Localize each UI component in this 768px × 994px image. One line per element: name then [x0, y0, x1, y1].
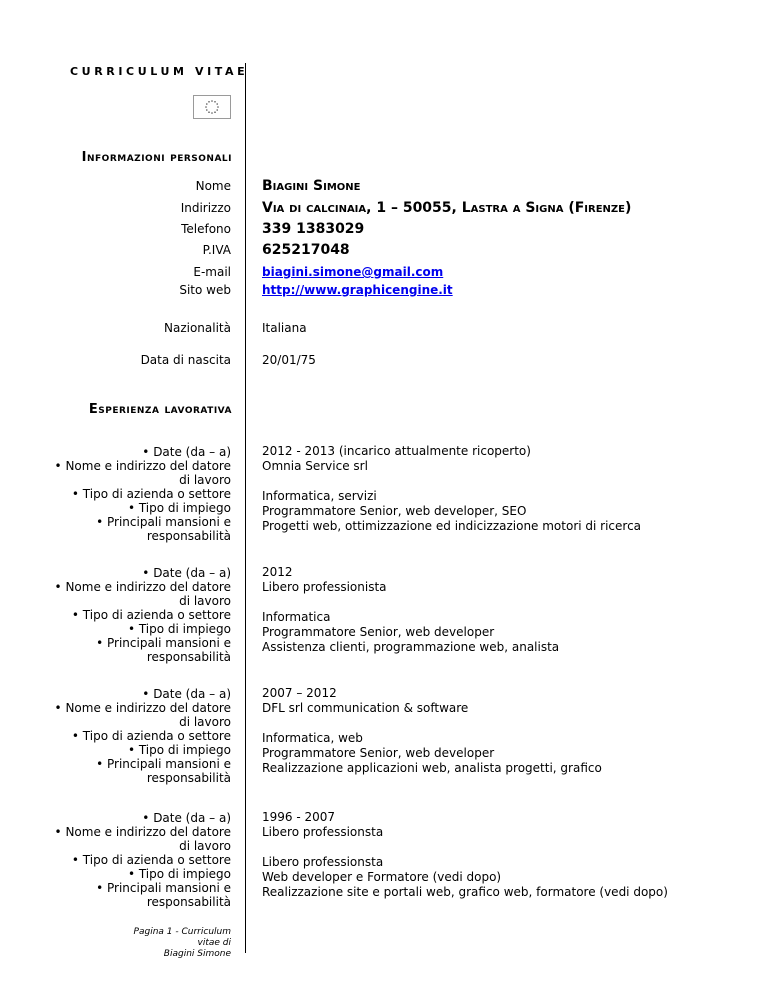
label-date: • Date (da – a): [0, 566, 231, 580]
label-employer: • Nome e indirizzo del datore: [0, 825, 231, 839]
label-nazionalita: Nazionalità: [164, 321, 231, 335]
page-footer: [111, 927, 231, 960]
value-employer: Libero professionsta: [262, 825, 384, 839]
value-sector: Informatica: [262, 610, 331, 624]
experience-values-1: [262, 444, 641, 534]
label-indirizzo: Indirizzo: [180, 201, 231, 215]
experience-labels-4: [0, 811, 231, 909]
column-divider: [245, 63, 246, 953]
experience-labels-1: [0, 445, 231, 543]
value-telefono: 339 1383029: [262, 221, 365, 237]
value-duties: Realizzazione applicazioni web, analista progetti, grafico: [262, 761, 602, 775]
experience-values-4: [262, 810, 668, 900]
experience-labels-3: [0, 687, 231, 785]
value-job-type: Programmatore Senior, web developer: [262, 746, 495, 760]
section-heading-experience: Esperienza lavorativa: [88, 402, 232, 417]
label-telefono: Telefono: [181, 222, 231, 236]
value-job-type: Programmatore Senior, web developer: [262, 625, 495, 639]
label-sito-web: Sito web: [179, 283, 231, 297]
value-employer: Omnia Service srl: [262, 459, 368, 473]
label-job-type: • Tipo di impiego: [0, 622, 231, 636]
value-date: 2007 – 2012: [262, 686, 337, 700]
value-date: 2012: [262, 565, 293, 579]
value-piva: 625217048: [262, 242, 350, 258]
label-employer-cont: di lavoro: [179, 594, 231, 608]
label-email: E-mail: [193, 265, 231, 279]
value-job-type: Programmatore Senior, web developer, SEO: [262, 504, 527, 518]
label-employer: • Nome e indirizzo del datore: [0, 459, 231, 473]
label-duties: • Principali mansioni e: [0, 757, 231, 771]
footer-line-2: Biagini Simone: [163, 949, 231, 959]
value-date: 1996 - 2007: [262, 810, 336, 824]
value-sector: Informatica, web: [262, 731, 363, 745]
value-employer: DFL srl communication & software: [262, 701, 469, 715]
email-link[interactable]: biagini.simone@gmail.com: [262, 265, 444, 279]
footer-line-1: Pagina 1 - Curriculum vitae di: [133, 927, 231, 948]
experience-labels-2: [0, 566, 231, 664]
value-job-type: Web developer e Formatore (vedi dopo): [262, 870, 502, 884]
eu-flag-icon: [193, 95, 231, 119]
value-duties: Progetti web, ottimizzazione ed indicizzazione motori di ricerca: [262, 519, 642, 533]
label-employer: • Nome e indirizzo del datore: [0, 580, 231, 594]
label-data-nascita: Data di nascita: [140, 353, 231, 367]
label-nome: Nome: [195, 179, 231, 193]
label-duties-cont: responsabilità: [146, 771, 231, 785]
label-duties: • Principali mansioni e: [0, 881, 231, 895]
label-duties: • Principali mansioni e: [0, 515, 231, 529]
experience-values-2: [262, 565, 559, 655]
label-duties: • Principali mansioni e: [0, 636, 231, 650]
value-nome: Biagini Simone: [262, 178, 361, 194]
label-sector: • Tipo di azienda o settore: [0, 853, 231, 867]
experience-values-3: [262, 686, 602, 776]
website-link[interactable]: http://www.graphicengine.it: [262, 283, 453, 297]
section-heading-personal: Informazioni personali: [81, 150, 232, 165]
label-date: • Date (da – a): [0, 687, 231, 701]
value-duties: Realizzazione site e portali web, grafico web, formatore (vedi dopo): [262, 885, 668, 899]
label-sector: • Tipo di azienda o settore: [0, 729, 231, 743]
label-employer-cont: di lavoro: [179, 839, 231, 853]
label-duties-cont: responsabilità: [146, 895, 231, 909]
document-title: CURRICULUM VITAE: [70, 65, 249, 78]
value-sector: Informatica, servizi: [262, 489, 377, 503]
label-employer-cont: di lavoro: [179, 715, 231, 729]
label-date: • Date (da – a): [0, 445, 231, 459]
value-duties: Assistenza clienti, programmazione web, analista: [262, 640, 560, 654]
label-employer: • Nome e indirizzo del datore: [0, 701, 231, 715]
value-employer: Libero professionista: [262, 580, 387, 594]
label-employer-cont: di lavoro: [179, 473, 231, 487]
label-duties-cont: responsabilità: [146, 650, 231, 664]
label-sector: • Tipo di azienda o settore: [0, 608, 231, 622]
label-duties-cont: responsabilità: [146, 529, 231, 543]
label-job-type: • Tipo di impiego: [0, 501, 231, 515]
value-nazionalita: Italiana: [262, 321, 307, 335]
value-sector: Libero professionsta: [262, 855, 384, 869]
label-job-type: • Tipo di impiego: [0, 867, 231, 881]
label-job-type: • Tipo di impiego: [0, 743, 231, 757]
label-sector: • Tipo di azienda o settore: [0, 487, 231, 501]
value-date: 2012 - 2013 (incarico attualmente ricoperto): [262, 444, 531, 458]
label-piva: P.IVA: [202, 243, 231, 257]
value-indirizzo: Via di calcinaia, 1 – 50055, Lastra a Signa (Firenze): [262, 200, 632, 216]
label-date: • Date (da – a): [0, 811, 231, 825]
value-data-nascita: 20/01/75: [262, 353, 316, 367]
